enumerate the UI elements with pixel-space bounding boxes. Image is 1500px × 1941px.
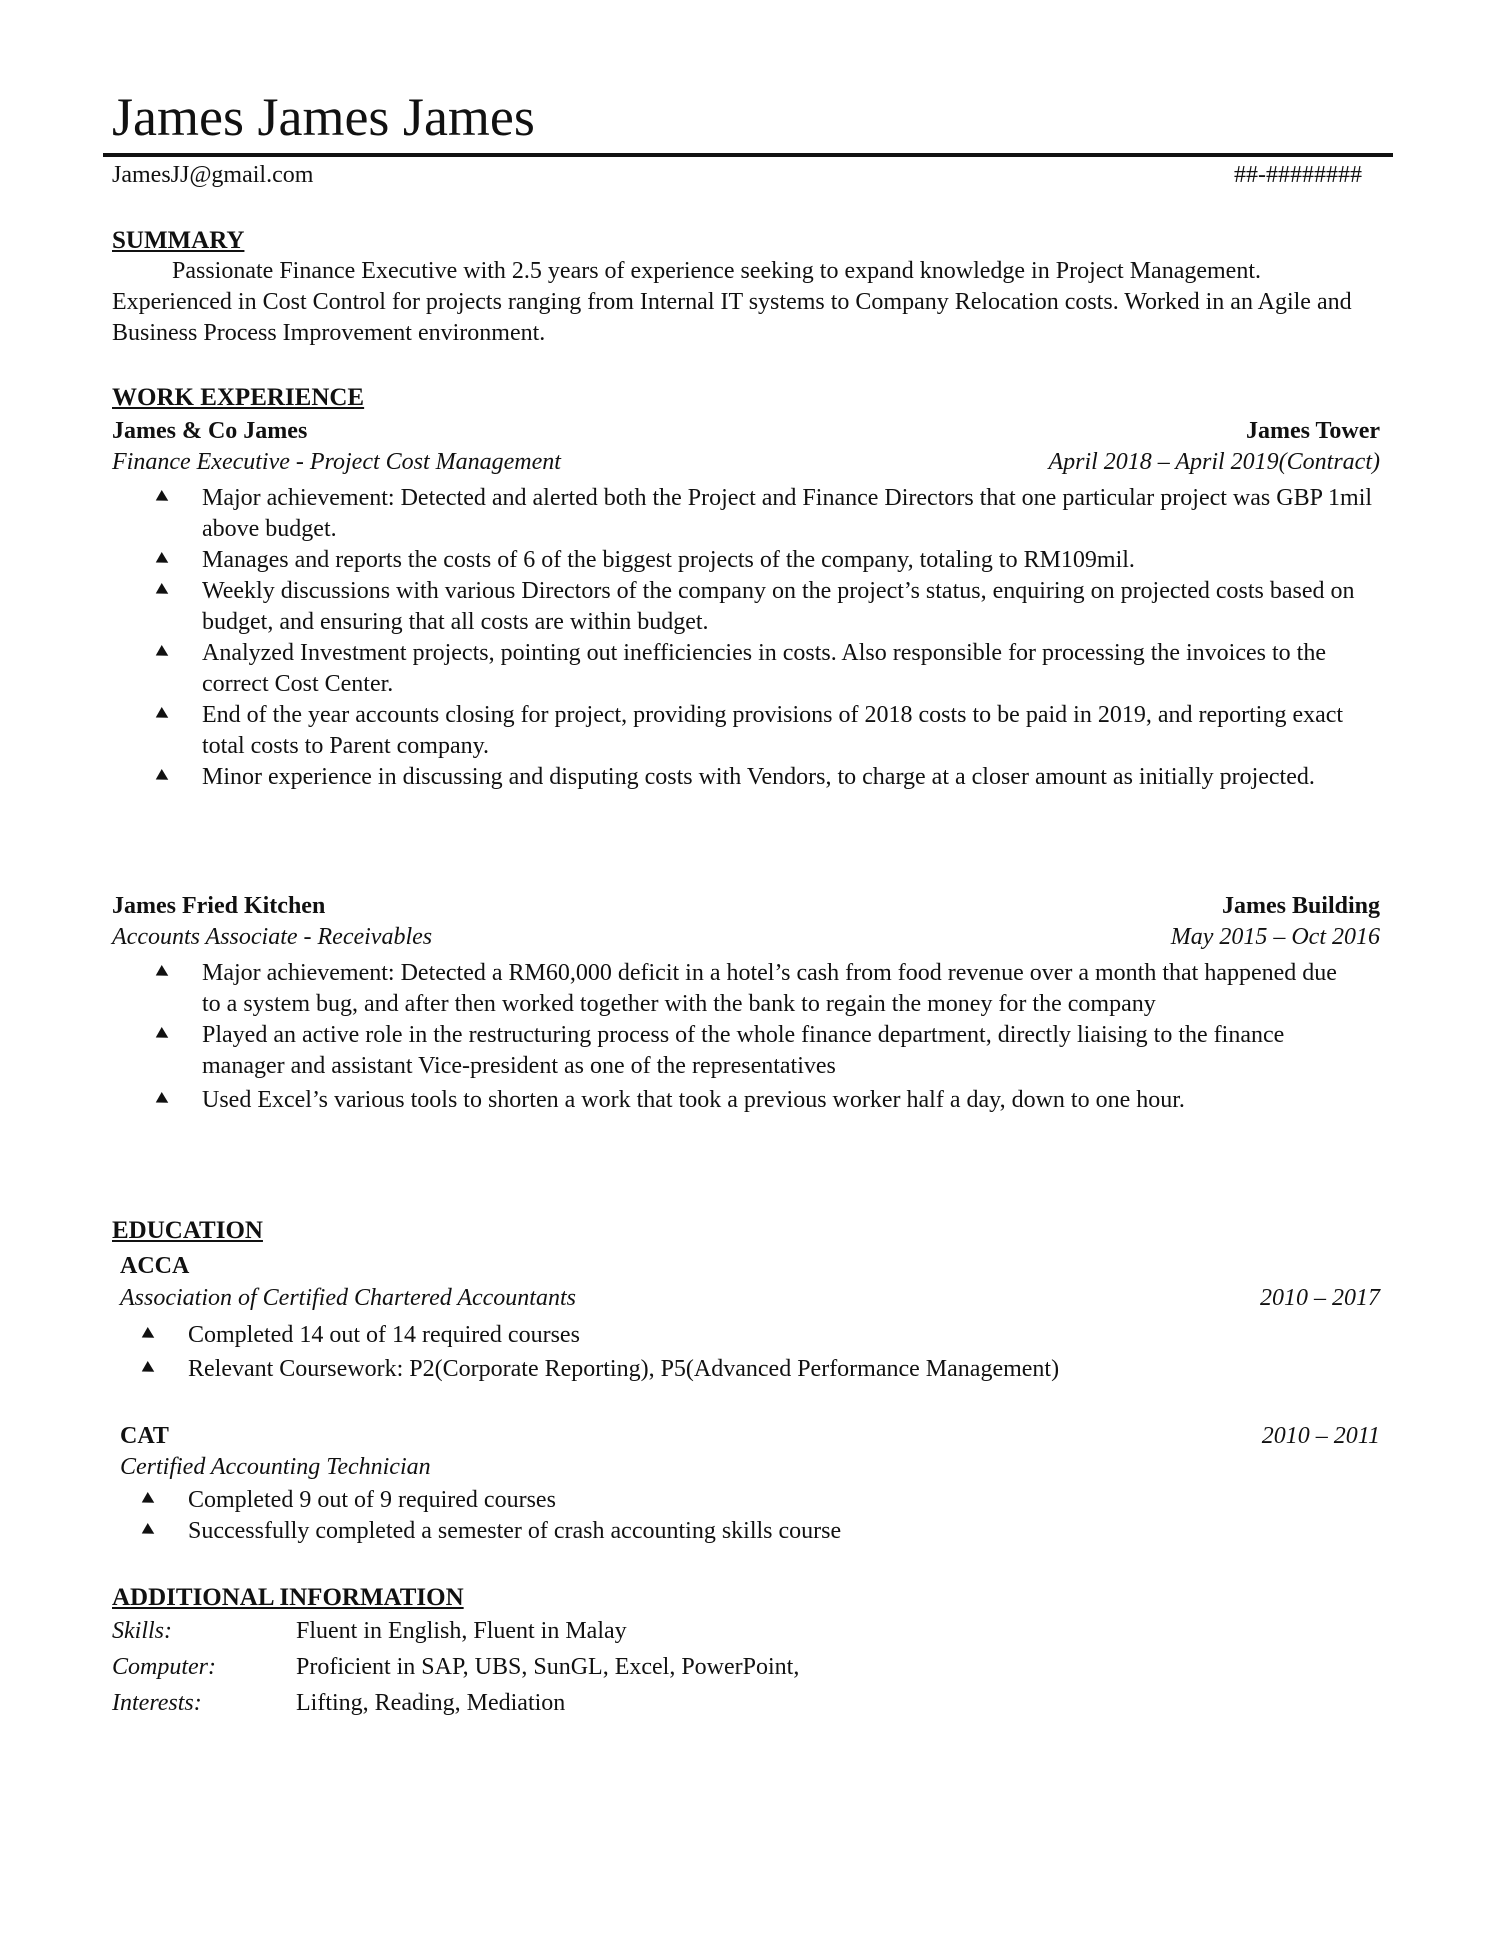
info-label: Interests: bbox=[112, 1690, 202, 1716]
info-label: Computer: bbox=[112, 1654, 216, 1680]
credential-full-name: Association of Certified Chartered Accountants bbox=[120, 1285, 576, 1311]
education-subheader bbox=[120, 1283, 1380, 1314]
contact-line bbox=[112, 158, 1362, 192]
list-item: Used Excel’s various tools to shorten a work that took a previous worker half a day, down to one hour. bbox=[202, 1085, 1342, 1116]
job-dates: April 2018 – April 2019(Contract) bbox=[1048, 449, 1380, 475]
job-subheader bbox=[112, 922, 1380, 953]
info-row bbox=[112, 1649, 799, 1685]
arrow-bullet-icon bbox=[158, 492, 171, 504]
work-experience-title: WORK EXPERIENCE bbox=[112, 384, 365, 411]
list-item: Relevant Coursework: P2(Corporate Reporting), P5(Advanced Performance Management) bbox=[188, 1352, 1338, 1386]
resume-name: James James James bbox=[112, 87, 535, 147]
arrow-bullet-icon bbox=[158, 709, 171, 721]
company-name: James & Co James bbox=[112, 418, 308, 444]
list-item: Manages and reports the costs of 6 of the biggest projects of the company, totaling to RM109mil. bbox=[202, 545, 1377, 576]
arrow-bullet-icon bbox=[158, 585, 171, 597]
arrow-bullet-icon bbox=[158, 967, 171, 979]
additional-info-list bbox=[112, 1613, 799, 1721]
header-divider bbox=[103, 153, 1393, 157]
education-bullets bbox=[188, 1485, 1338, 1547]
job-bullets bbox=[202, 958, 1342, 1116]
info-value: Fluent in English, Fluent in Malay bbox=[296, 1618, 627, 1644]
arrow-bullet-icon bbox=[144, 1494, 157, 1506]
summary-text: Passionate Finance Executive with 2.5 years of experience seeking to expand knowledge in Project Management. Experienced in Cost Control for projects ranging from Internal IT systems to Company Relocation costs. Worked in an Agile and Business Process Improvement environment. bbox=[112, 258, 1352, 346]
education-header bbox=[120, 1251, 1380, 1282]
job-header bbox=[112, 416, 1380, 447]
arrow-bullet-icon bbox=[158, 647, 171, 659]
arrow-bullet-icon bbox=[144, 1363, 157, 1375]
arrow-bullet-icon bbox=[144, 1525, 157, 1537]
job-subheader bbox=[112, 447, 1380, 478]
additional-info-title: ADDITIONAL INFORMATION bbox=[112, 1584, 464, 1611]
list-item: Weekly discussions with various Directors of the company on the project’s status, enquiring on projected costs based on budget, and ensuring that all costs are within budget. bbox=[202, 576, 1377, 638]
list-item: Successfully completed a semester of crash accounting skills course bbox=[188, 1516, 1338, 1547]
summary-title: SUMMARY bbox=[112, 227, 245, 254]
job-location: James Tower bbox=[1246, 418, 1380, 444]
info-row bbox=[112, 1613, 799, 1649]
job-dates: May 2015 – Oct 2016 bbox=[1170, 924, 1380, 950]
job-role: Finance Executive - Project Cost Management bbox=[112, 449, 561, 475]
arrow-bullet-icon bbox=[158, 554, 171, 566]
job-location: James Building bbox=[1221, 893, 1380, 919]
info-value: Lifting, Reading, Mediation bbox=[296, 1690, 566, 1716]
arrow-bullet-icon bbox=[158, 1029, 171, 1041]
info-label: Skills: bbox=[112, 1618, 172, 1644]
credential-name: ACCA bbox=[120, 1253, 190, 1279]
company-name: James Fried Kitchen bbox=[112, 893, 326, 919]
list-item: Minor experience in discussing and disputing costs with Vendors, to charge at a closer amount as initially projected. bbox=[202, 762, 1377, 793]
list-item: Completed 14 out of 14 required courses bbox=[188, 1318, 1338, 1352]
list-item: Major achievement: Detected a RM60,000 deficit in a hotel’s cash from food revenue over a month that happened due to a system bug, and after then worked together with the bank to regain the money for the company bbox=[202, 958, 1342, 1020]
education-subheader bbox=[120, 1452, 1380, 1483]
job-bullets bbox=[202, 483, 1377, 793]
education-title: EDUCATION bbox=[112, 1217, 263, 1244]
arrow-bullet-icon bbox=[144, 1329, 157, 1341]
email[interactable]: JamesJJ@gmail.com bbox=[112, 162, 314, 188]
info-row bbox=[112, 1685, 799, 1721]
job-header bbox=[112, 891, 1380, 922]
education-bullets bbox=[188, 1318, 1338, 1386]
list-item: Played an active role in the restructuring process of the whole finance department, directly liaising to the finance manager and assistant Vice-president as one of the representatives bbox=[202, 1020, 1342, 1082]
education-dates: 2010 – 2017 bbox=[1260, 1285, 1380, 1311]
arrow-bullet-icon bbox=[158, 771, 171, 783]
list-item: End of the year accounts closing for project, providing provisions of 2018 costs to be paid in 2019, and reporting exact total costs to Parent company. bbox=[202, 700, 1377, 762]
list-item: Completed 9 out of 9 required courses bbox=[188, 1485, 1338, 1516]
education-header bbox=[120, 1421, 1380, 1452]
education-dates: 2010 – 2011 bbox=[1261, 1423, 1380, 1449]
phone: ##-######## bbox=[1234, 162, 1362, 188]
credential-name: CAT bbox=[120, 1423, 169, 1449]
job-role: Accounts Associate - Receivables bbox=[112, 924, 433, 950]
credential-full-name: Certified Accounting Technician bbox=[120, 1454, 431, 1480]
info-value: Proficient in SAP, UBS, SunGL, Excel, PowerPoint, bbox=[296, 1654, 800, 1680]
list-item: Major achievement: Detected and alerted both the Project and Finance Directors that one particular project was GBP 1mil above budget. bbox=[202, 483, 1377, 545]
arrow-bullet-icon bbox=[158, 1094, 171, 1106]
list-item: Analyzed Investment projects, pointing out inefficiencies in costs. Also responsible for processing the invoices to the correct Cost Center. bbox=[202, 638, 1377, 700]
